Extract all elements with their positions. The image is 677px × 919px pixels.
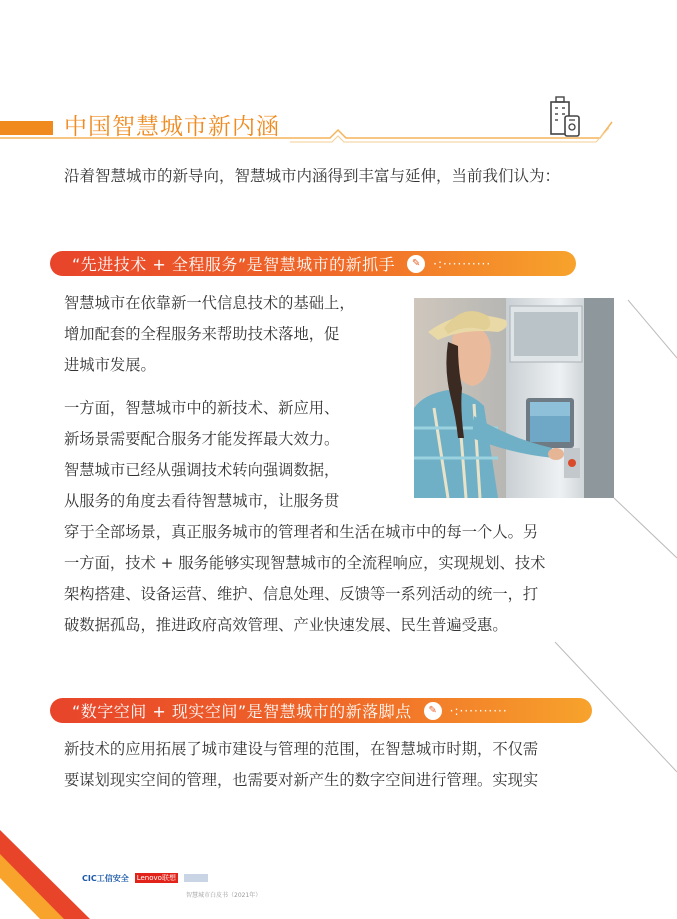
text-line: 穿于全部场景，真正服务城市的管理者和生活在城市中的每一个人。另 <box>64 523 539 541</box>
photo-woman-using-kiosk <box>414 298 614 498</box>
section-banner-2-text: “数字空间 + 现实空间”是智慧城市的新落脚点 <box>72 702 412 721</box>
text-line: 一方面，智慧城市中的新技术、新应用、 <box>64 399 340 417</box>
text-line: 要谋划现实空间的管理，也需要对新产生的数字空间进行管理。实现实 <box>64 771 539 789</box>
text-line: 一方面，技术 + 服务能够实现智慧城市的全流程响应，实现规划、技术 <box>64 554 546 572</box>
dots-decoration: ·:·········· <box>449 703 508 718</box>
page-title: 中国智慧城市新内涵 <box>64 114 280 140</box>
page-number: 21 <box>62 852 76 865</box>
lenovo-logo: Lenovo联想 <box>136 874 176 882</box>
section-banner-1 <box>50 251 576 276</box>
section-banner-2 <box>50 698 592 723</box>
section1-paragraph-1 <box>64 288 355 381</box>
intro-text: 沿着智慧城市的新导向，智慧城市内涵得到丰富与延伸，当前我们认为： <box>64 167 561 185</box>
smart-building-icon <box>541 94 587 140</box>
text-line: 新技术的应用拓展了城市建设与管理的范围，在智慧城市时期，不仅需 <box>64 740 539 758</box>
text-line: 从服务的角度去看待智慧城市，让服务贯 <box>64 492 340 510</box>
text-line: 新场景需要配合服务才能发挥最大效力。 <box>64 430 340 448</box>
page-corner-triangle <box>0 830 90 919</box>
cic-logo: CIC工信安全 <box>82 873 129 883</box>
badge-icon: ✎ <box>407 255 425 273</box>
text-line: 增加配套的全程服务来帮助技术落地，促 <box>64 325 340 343</box>
text-line: 架构搭建、设备运营、维护、信息处理、反馈等一系列活动的统一，打 <box>64 585 539 603</box>
dots-decoration: ·:·········· <box>433 256 492 271</box>
text-line: 进城市发展。 <box>64 356 156 374</box>
section-banner-1-text: “先进技术 + 全程服务”是智慧城市的新抓手 <box>72 255 396 274</box>
text-line: 智慧城市已经从强调技术转向强调数据， <box>64 461 340 479</box>
badge-icon: ✎ <box>424 702 442 720</box>
partner-logo-icon <box>184 874 208 882</box>
footer-caption: 智慧城市白皮书（2021年） <box>186 892 262 899</box>
text-line: 智慧城市在依靠新一代信息技术的基础上， <box>64 294 355 312</box>
text-line: 破数据孤岛，推进政府高效管理、产业快速发展、民生普遍受惠。 <box>64 616 508 634</box>
footer-logos <box>82 871 242 885</box>
section2-paragraph <box>64 734 538 796</box>
